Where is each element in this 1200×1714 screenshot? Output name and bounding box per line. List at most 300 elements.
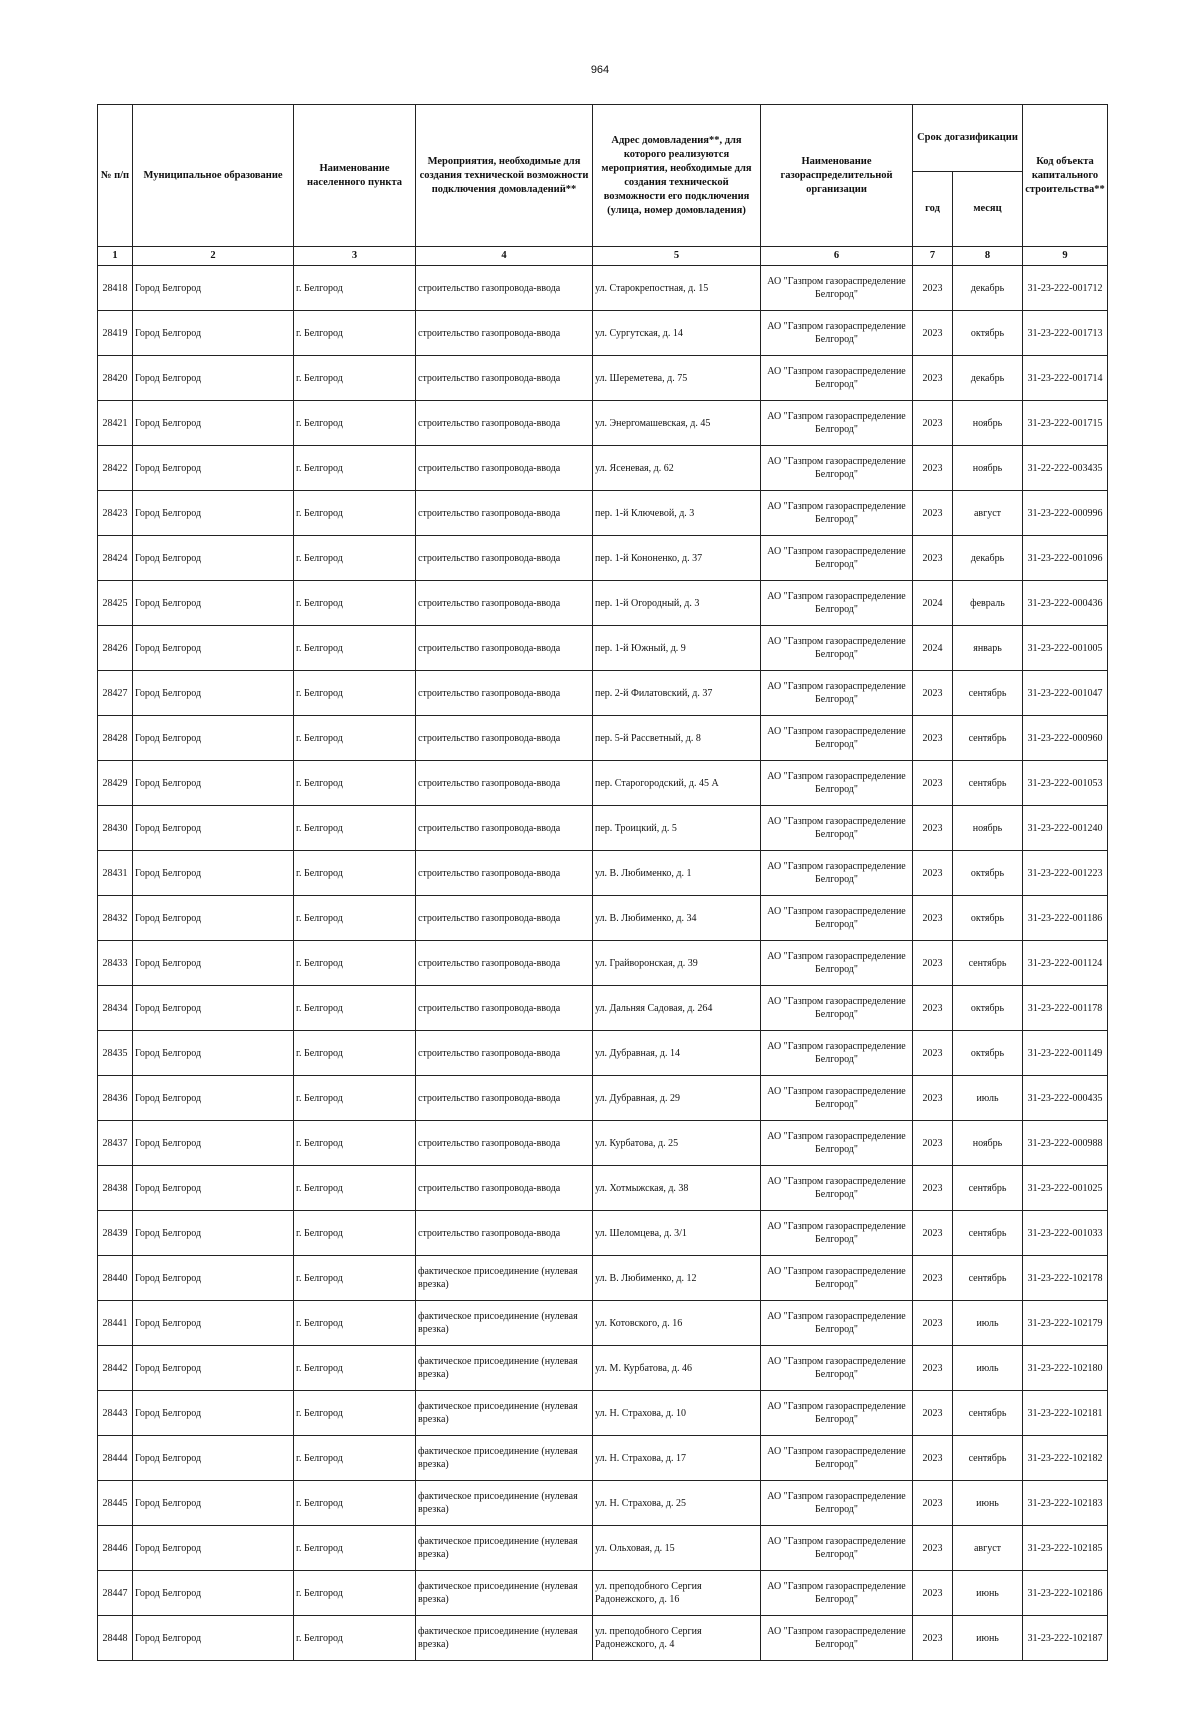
address-cell: ул. Ольховая, д. 15: [593, 1526, 761, 1571]
month-cell: июнь: [953, 1616, 1023, 1661]
header-num: № п/п: [98, 105, 133, 247]
organization-cell: АО "Газпром газораспределение Белгород": [761, 1616, 913, 1661]
object-code-cell: 31-23-222-001715: [1023, 401, 1108, 446]
settlement-cell: г. Белгород: [294, 446, 416, 491]
row-number: 28424: [98, 536, 133, 581]
row-number: 28447: [98, 1571, 133, 1616]
address-cell: ул. Н. Страхова, д. 25: [593, 1481, 761, 1526]
year-cell: 2023: [913, 1346, 953, 1391]
municipality-cell: Город Белгород: [133, 1571, 294, 1616]
row-number: 28445: [98, 1481, 133, 1526]
address-cell: пер. 2-й Филатовский, д. 37: [593, 671, 761, 716]
table-row: [98, 1526, 1108, 1571]
object-code-cell: 31-23-222-001033: [1023, 1211, 1108, 1256]
month-cell: июль: [953, 1076, 1023, 1121]
year-cell: 2023: [913, 311, 953, 356]
address-cell: ул. Котовского, д. 16: [593, 1301, 761, 1346]
measure-cell: фактическое присоединение (нулевая врезка): [416, 1571, 593, 1616]
measure-cell: строительство газопровода-ввода: [416, 896, 593, 941]
settlement-cell: г. Белгород: [294, 1481, 416, 1526]
year-cell: 2023: [913, 356, 953, 401]
month-cell: июль: [953, 1301, 1023, 1346]
table-row: [98, 1076, 1108, 1121]
address-cell: ул. Энергомашевская, д. 45: [593, 401, 761, 446]
organization-cell: АО "Газпром газораспределение Белгород": [761, 491, 913, 536]
settlement-cell: г. Белгород: [294, 806, 416, 851]
settlement-cell: г. Белгород: [294, 1031, 416, 1076]
address-cell: ул. Дальняя Садовая, д. 264: [593, 986, 761, 1031]
organization-cell: АО "Газпром газораспределение Белгород": [761, 311, 913, 356]
row-number: 28435: [98, 1031, 133, 1076]
object-code-cell: 31-23-222-000996: [1023, 491, 1108, 536]
row-number: 28434: [98, 986, 133, 1031]
year-cell: 2023: [913, 1211, 953, 1256]
year-cell: 2023: [913, 266, 953, 311]
organization-cell: АО "Газпром газораспределение Белгород": [761, 1031, 913, 1076]
settlement-cell: г. Белгород: [294, 1211, 416, 1256]
settlement-cell: г. Белгород: [294, 536, 416, 581]
header-code: Код объекта капитального строительства**: [1023, 105, 1108, 247]
year-cell: 2023: [913, 1391, 953, 1436]
year-cell: 2023: [913, 1256, 953, 1301]
measure-cell: строительство газопровода-ввода: [416, 941, 593, 986]
year-cell: 2023: [913, 1166, 953, 1211]
year-cell: 2023: [913, 1076, 953, 1121]
table-row: [98, 671, 1108, 716]
municipality-cell: Город Белгород: [133, 671, 294, 716]
month-cell: июнь: [953, 1571, 1023, 1616]
object-code-cell: 31-23-222-000436: [1023, 581, 1108, 626]
row-number: 28428: [98, 716, 133, 761]
month-cell: сентябрь: [953, 1391, 1023, 1436]
row-number: 28437: [98, 1121, 133, 1166]
row-number: 28438: [98, 1166, 133, 1211]
measure-cell: фактическое присоединение (нулевая врезка): [416, 1346, 593, 1391]
address-cell: ул. В. Любименко, д. 12: [593, 1256, 761, 1301]
municipality-cell: Город Белгород: [133, 761, 294, 806]
measure-cell: строительство газопровода-ввода: [416, 491, 593, 536]
object-code-cell: 31-23-222-102180: [1023, 1346, 1108, 1391]
address-cell: ул. Ясеневая, д. 62: [593, 446, 761, 491]
address-cell: ул. Дубравная, д. 29: [593, 1076, 761, 1121]
address-cell: ул. Курбатова, д. 25: [593, 1121, 761, 1166]
address-cell: ул. Старокрепостная, д. 15: [593, 266, 761, 311]
municipality-cell: Город Белгород: [133, 401, 294, 446]
object-code-cell: 31-23-222-000960: [1023, 716, 1108, 761]
table-row: [98, 626, 1108, 671]
organization-cell: АО "Газпром газораспределение Белгород": [761, 851, 913, 896]
month-cell: декабрь: [953, 356, 1023, 401]
year-cell: 2023: [913, 491, 953, 536]
year-cell: 2023: [913, 851, 953, 896]
measure-cell: фактическое присоединение (нулевая врезка): [416, 1481, 593, 1526]
municipality-cell: Город Белгород: [133, 1211, 294, 1256]
object-code-cell: 31-23-222-001053: [1023, 761, 1108, 806]
settlement-cell: г. Белгород: [294, 266, 416, 311]
settlement-cell: г. Белгород: [294, 716, 416, 761]
row-number: 28432: [98, 896, 133, 941]
table-row: [98, 446, 1108, 491]
year-cell: 2023: [913, 716, 953, 761]
month-cell: октябрь: [953, 851, 1023, 896]
table-row: [98, 356, 1108, 401]
municipality-cell: Город Белгород: [133, 1391, 294, 1436]
year-cell: 2023: [913, 1301, 953, 1346]
object-code-cell: 31-23-222-001124: [1023, 941, 1108, 986]
page-number: 964: [590, 64, 610, 76]
measure-cell: фактическое присоединение (нулевая врезка): [416, 1256, 593, 1301]
organization-cell: АО "Газпром газораспределение Белгород": [761, 626, 913, 671]
organization-cell: АО "Газпром газораспределение Белгород": [761, 1166, 913, 1211]
organization-cell: АО "Газпром газораспределение Белгород": [761, 716, 913, 761]
organization-cell: АО "Газпром газораспределение Белгород": [761, 896, 913, 941]
address-cell: ул. Дубравная, д. 14: [593, 1031, 761, 1076]
year-cell: 2023: [913, 806, 953, 851]
municipality-cell: Город Белгород: [133, 1256, 294, 1301]
organization-cell: АО "Газпром газораспределение Белгород": [761, 986, 913, 1031]
organization-cell: АО "Газпром газораспределение Белгород": [761, 1256, 913, 1301]
row-number: 28446: [98, 1526, 133, 1571]
year-cell: 2024: [913, 626, 953, 671]
municipality-cell: Город Белгород: [133, 1121, 294, 1166]
month-cell: сентябрь: [953, 941, 1023, 986]
municipality-cell: Город Белгород: [133, 1031, 294, 1076]
month-cell: август: [953, 1526, 1023, 1571]
municipality-cell: Город Белгород: [133, 311, 294, 356]
year-cell: 2023: [913, 1526, 953, 1571]
object-code-cell: 31-23-222-001047: [1023, 671, 1108, 716]
object-code-cell: 31-23-222-001096: [1023, 536, 1108, 581]
header-measures: Мероприятия, необходимые для создания технической возможности подключения домовладений**: [416, 105, 593, 247]
organization-cell: АО "Газпром газораспределение Белгород": [761, 806, 913, 851]
municipality-cell: Город Белгород: [133, 446, 294, 491]
month-cell: ноябрь: [953, 1121, 1023, 1166]
measure-cell: строительство газопровода-ввода: [416, 536, 593, 581]
column-number: 7: [913, 247, 953, 266]
municipality-cell: Город Белгород: [133, 1076, 294, 1121]
settlement-cell: г. Белгород: [294, 1571, 416, 1616]
municipality-cell: Город Белгород: [133, 536, 294, 581]
table-row: [98, 1481, 1108, 1526]
month-cell: октябрь: [953, 986, 1023, 1031]
object-code-cell: 31-23-222-001223: [1023, 851, 1108, 896]
table-row: [98, 581, 1108, 626]
organization-cell: АО "Газпром газораспределение Белгород": [761, 1391, 913, 1436]
municipality-cell: Город Белгород: [133, 1481, 294, 1526]
address-cell: ул. преподобного Сергия Радонежского, д. 4: [593, 1616, 761, 1661]
column-number: 3: [294, 247, 416, 266]
object-code-cell: 31-22-222-003435: [1023, 446, 1108, 491]
organization-cell: АО "Газпром газораспределение Белгород": [761, 671, 913, 716]
month-cell: октябрь: [953, 1031, 1023, 1076]
year-cell: 2023: [913, 1571, 953, 1616]
address-cell: ул. Н. Страхова, д. 10: [593, 1391, 761, 1436]
table-row: [98, 806, 1108, 851]
object-code-cell: 31-23-222-102182: [1023, 1436, 1108, 1481]
object-code-cell: 31-23-222-001178: [1023, 986, 1108, 1031]
municipality-cell: Город Белгород: [133, 356, 294, 401]
year-cell: 2023: [913, 761, 953, 806]
month-cell: сентябрь: [953, 1166, 1023, 1211]
settlement-cell: г. Белгород: [294, 1616, 416, 1661]
header-org: Наименование газораспределительной организации: [761, 105, 913, 247]
organization-cell: АО "Газпром газораспределение Белгород": [761, 1571, 913, 1616]
month-cell: июль: [953, 1346, 1023, 1391]
year-cell: 2024: [913, 581, 953, 626]
year-cell: 2023: [913, 1436, 953, 1481]
measure-cell: строительство газопровода-ввода: [416, 1211, 593, 1256]
settlement-cell: г. Белгород: [294, 1256, 416, 1301]
row-number: 28444: [98, 1436, 133, 1481]
municipality-cell: Город Белгород: [133, 896, 294, 941]
table-header: [98, 105, 1108, 266]
settlement-cell: г. Белгород: [294, 1166, 416, 1211]
gasification-table: [97, 104, 1108, 1661]
table-row: [98, 1211, 1108, 1256]
month-cell: июнь: [953, 1481, 1023, 1526]
table-row: [98, 986, 1108, 1031]
year-cell: 2023: [913, 896, 953, 941]
municipality-cell: Город Белгород: [133, 1436, 294, 1481]
row-number: 28441: [98, 1301, 133, 1346]
settlement-cell: г. Белгород: [294, 986, 416, 1031]
table-row: [98, 1571, 1108, 1616]
row-number: 28427: [98, 671, 133, 716]
address-cell: ул. Грайворонская, д. 39: [593, 941, 761, 986]
organization-cell: АО "Газпром газораспределение Белгород": [761, 356, 913, 401]
measure-cell: строительство газопровода-ввода: [416, 716, 593, 761]
column-number: 2: [133, 247, 294, 266]
settlement-cell: г. Белгород: [294, 581, 416, 626]
header-year: год: [913, 172, 953, 247]
table-row: [98, 896, 1108, 941]
table-row: [98, 1166, 1108, 1211]
object-code-cell: 31-23-222-102187: [1023, 1616, 1108, 1661]
object-code-cell: 31-23-222-001712: [1023, 266, 1108, 311]
address-cell: пер. Старогородский, д. 45 А: [593, 761, 761, 806]
measure-cell: строительство газопровода-ввода: [416, 266, 593, 311]
table-body: [98, 266, 1108, 1661]
measure-cell: строительство газопровода-ввода: [416, 1166, 593, 1211]
month-cell: сентябрь: [953, 761, 1023, 806]
measure-cell: строительство газопровода-ввода: [416, 1121, 593, 1166]
table-row: [98, 1346, 1108, 1391]
measure-cell: строительство газопровода-ввода: [416, 1031, 593, 1076]
table-row: [98, 1391, 1108, 1436]
object-code-cell: 31-23-222-001025: [1023, 1166, 1108, 1211]
measure-cell: строительство газопровода-ввода: [416, 851, 593, 896]
year-cell: 2023: [913, 1481, 953, 1526]
table-row: [98, 851, 1108, 896]
measure-cell: строительство газопровода-ввода: [416, 356, 593, 401]
header-address: Адрес домовладения**, для которого реализуются мероприятия, необходимые для создания технической возможности его подключения (улица, номер домовладения): [593, 105, 761, 247]
measure-cell: строительство газопровода-ввода: [416, 806, 593, 851]
row-number: 28433: [98, 941, 133, 986]
row-number: 28429: [98, 761, 133, 806]
row-number: 28422: [98, 446, 133, 491]
organization-cell: АО "Газпром газораспределение Белгород": [761, 1076, 913, 1121]
object-code-cell: 31-23-222-001149: [1023, 1031, 1108, 1076]
address-cell: пер. Троицкий, д. 5: [593, 806, 761, 851]
year-cell: 2023: [913, 671, 953, 716]
municipality-cell: Город Белгород: [133, 1301, 294, 1346]
organization-cell: АО "Газпром газораспределение Белгород": [761, 1526, 913, 1571]
row-number: 28425: [98, 581, 133, 626]
organization-cell: АО "Газпром газораспределение Белгород": [761, 1346, 913, 1391]
settlement-cell: г. Белгород: [294, 1436, 416, 1481]
object-code-cell: 31-23-222-102183: [1023, 1481, 1108, 1526]
row-number: 28430: [98, 806, 133, 851]
organization-cell: АО "Газпром газораспределение Белгород": [761, 1436, 913, 1481]
address-cell: ул. преподобного Сергия Радонежского, д. 16: [593, 1571, 761, 1616]
organization-cell: АО "Газпром газораспределение Белгород": [761, 1301, 913, 1346]
municipality-cell: Город Белгород: [133, 266, 294, 311]
row-number: 28420: [98, 356, 133, 401]
object-code-cell: 31-23-222-102181: [1023, 1391, 1108, 1436]
organization-cell: АО "Газпром газораспределение Белгород": [761, 401, 913, 446]
row-number: 28440: [98, 1256, 133, 1301]
measure-cell: фактическое присоединение (нулевая врезка): [416, 1526, 593, 1571]
column-number-row: [98, 247, 1108, 266]
table-row: [98, 266, 1108, 311]
row-number: 28439: [98, 1211, 133, 1256]
month-cell: сентябрь: [953, 1211, 1023, 1256]
header-month: месяц: [953, 172, 1023, 247]
municipality-cell: Город Белгород: [133, 851, 294, 896]
row-number: 28418: [98, 266, 133, 311]
organization-cell: АО "Газпром газораспределение Белгород": [761, 1211, 913, 1256]
column-number: 5: [593, 247, 761, 266]
address-cell: пер. 1-й Ключевой, д. 3: [593, 491, 761, 536]
month-cell: октябрь: [953, 311, 1023, 356]
organization-cell: АО "Газпром газораспределение Белгород": [761, 536, 913, 581]
object-code-cell: 31-23-222-001240: [1023, 806, 1108, 851]
object-code-cell: 31-23-222-102186: [1023, 1571, 1108, 1616]
object-code-cell: 31-23-222-102179: [1023, 1301, 1108, 1346]
municipality-cell: Город Белгород: [133, 581, 294, 626]
month-cell: декабрь: [953, 536, 1023, 581]
settlement-cell: г. Белгород: [294, 941, 416, 986]
month-cell: январь: [953, 626, 1023, 671]
municipality-cell: Город Белгород: [133, 1616, 294, 1661]
table-row: [98, 941, 1108, 986]
settlement-cell: г. Белгород: [294, 1391, 416, 1436]
settlement-cell: г. Белгород: [294, 851, 416, 896]
row-number: 28421: [98, 401, 133, 446]
year-cell: 2023: [913, 401, 953, 446]
settlement-cell: г. Белгород: [294, 761, 416, 806]
year-cell: 2023: [913, 1031, 953, 1076]
settlement-cell: г. Белгород: [294, 356, 416, 401]
address-cell: ул. Шеломцева, д. 3/1: [593, 1211, 761, 1256]
measure-cell: строительство газопровода-ввода: [416, 986, 593, 1031]
settlement-cell: г. Белгород: [294, 1526, 416, 1571]
month-cell: сентябрь: [953, 1256, 1023, 1301]
header-municipality: Муниципальное образование: [133, 105, 294, 247]
settlement-cell: г. Белгород: [294, 896, 416, 941]
municipality-cell: Город Белгород: [133, 491, 294, 536]
measure-cell: строительство газопровода-ввода: [416, 401, 593, 446]
organization-cell: АО "Газпром газораспределение Белгород": [761, 1481, 913, 1526]
month-cell: ноябрь: [953, 806, 1023, 851]
settlement-cell: г. Белгород: [294, 1301, 416, 1346]
table-row: [98, 761, 1108, 806]
month-cell: сентябрь: [953, 716, 1023, 761]
year-cell: 2023: [913, 1616, 953, 1661]
table-row: [98, 491, 1108, 536]
measure-cell: строительство газопровода-ввода: [416, 1076, 593, 1121]
municipality-cell: Город Белгород: [133, 716, 294, 761]
municipality-cell: Город Белгород: [133, 1166, 294, 1211]
municipality-cell: Город Белгород: [133, 626, 294, 671]
settlement-cell: г. Белгород: [294, 311, 416, 356]
table-row: [98, 1256, 1108, 1301]
organization-cell: АО "Газпром газораспределение Белгород": [761, 266, 913, 311]
object-code-cell: 31-23-222-001714: [1023, 356, 1108, 401]
year-cell: 2023: [913, 941, 953, 986]
table-row: [98, 1031, 1108, 1076]
column-number: 8: [953, 247, 1023, 266]
address-cell: ул. Хотмыжская, д. 38: [593, 1166, 761, 1211]
measure-cell: строительство газопровода-ввода: [416, 311, 593, 356]
address-cell: пер. 5-й Рассветный, д. 8: [593, 716, 761, 761]
object-code-cell: 31-23-222-001005: [1023, 626, 1108, 671]
measure-cell: фактическое присоединение (нулевая врезка): [416, 1436, 593, 1481]
object-code-cell: 31-23-222-000435: [1023, 1076, 1108, 1121]
address-cell: ул. М. Курбатова, д. 46: [593, 1346, 761, 1391]
month-cell: октябрь: [953, 896, 1023, 941]
row-number: 28431: [98, 851, 133, 896]
table-row: [98, 1301, 1108, 1346]
object-code-cell: 31-23-222-001186: [1023, 896, 1108, 941]
month-cell: февраль: [953, 581, 1023, 626]
address-cell: ул. Шереметева, д. 75: [593, 356, 761, 401]
object-code-cell: 31-23-222-102178: [1023, 1256, 1108, 1301]
measure-cell: строительство газопровода-ввода: [416, 446, 593, 491]
address-cell: ул. Н. Страхова, д. 17: [593, 1436, 761, 1481]
measure-cell: строительство газопровода-ввода: [416, 671, 593, 716]
municipality-cell: Город Белгород: [133, 806, 294, 851]
municipality-cell: Город Белгород: [133, 1346, 294, 1391]
settlement-cell: г. Белгород: [294, 626, 416, 671]
settlement-cell: г. Белгород: [294, 401, 416, 446]
measure-cell: фактическое присоединение (нулевая врезка): [416, 1391, 593, 1436]
month-cell: август: [953, 491, 1023, 536]
column-number: 6: [761, 247, 913, 266]
settlement-cell: г. Белгород: [294, 491, 416, 536]
address-cell: пер. 1-й Огородный, д. 3: [593, 581, 761, 626]
address-cell: ул. Сургутская, д. 14: [593, 311, 761, 356]
address-cell: пер. 1-й Южный, д. 9: [593, 626, 761, 671]
column-number: 1: [98, 247, 133, 266]
object-code-cell: 31-23-222-102185: [1023, 1526, 1108, 1571]
settlement-cell: г. Белгород: [294, 1346, 416, 1391]
organization-cell: АО "Газпром газораспределение Белгород": [761, 1121, 913, 1166]
table-row: [98, 1436, 1108, 1481]
table-row: [98, 536, 1108, 581]
table-row: [98, 1616, 1108, 1661]
month-cell: сентябрь: [953, 1436, 1023, 1481]
row-number: 28448: [98, 1616, 133, 1661]
measure-cell: фактическое присоединение (нулевая врезка): [416, 1301, 593, 1346]
municipality-cell: Город Белгород: [133, 941, 294, 986]
organization-cell: АО "Газпром газораспределение Белгород": [761, 941, 913, 986]
year-cell: 2023: [913, 446, 953, 491]
address-cell: ул. В. Любименко, д. 34: [593, 896, 761, 941]
measure-cell: строительство газопровода-ввода: [416, 626, 593, 671]
address-cell: пер. 1-й Кононенко, д. 37: [593, 536, 761, 581]
row-number: 28419: [98, 311, 133, 356]
